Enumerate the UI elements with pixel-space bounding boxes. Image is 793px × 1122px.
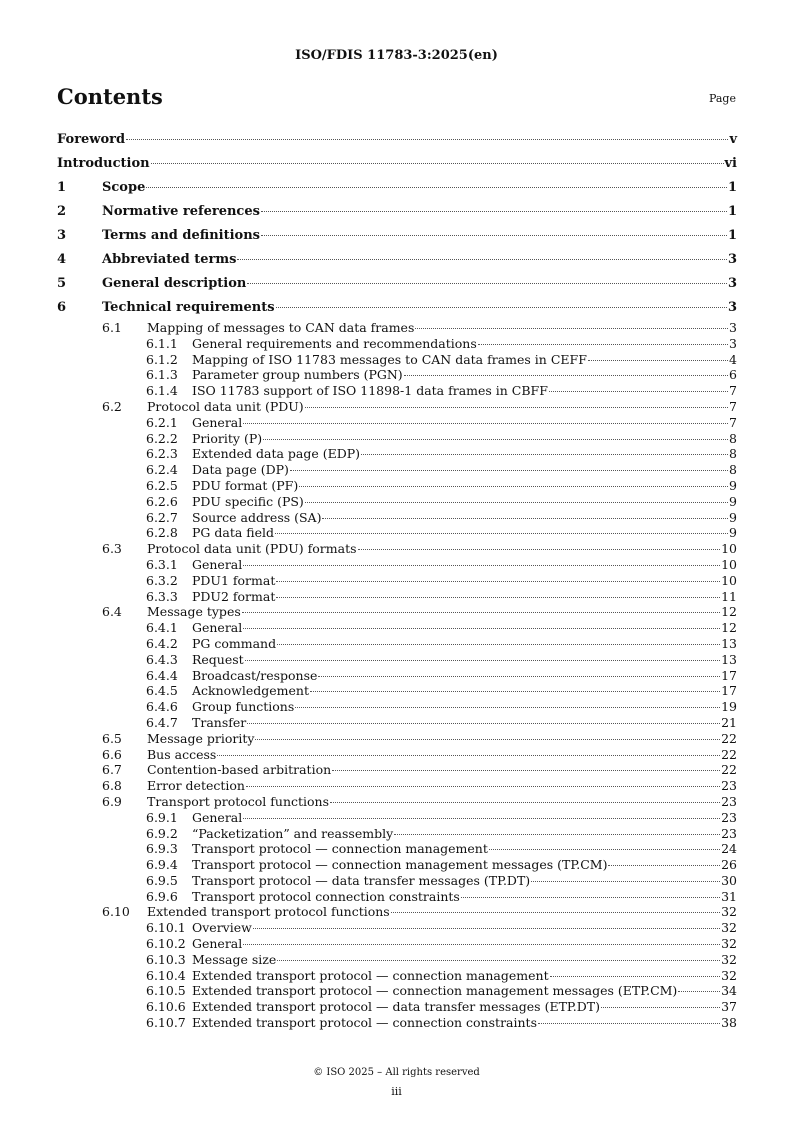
toc-entry-title: Request	[192, 651, 244, 667]
dot-leader	[332, 770, 720, 771]
toc-entry-page: 32	[721, 936, 737, 952]
toc-entry-number: 6.4.5	[146, 683, 178, 699]
toc-entry[interactable]	[57, 589, 737, 605]
toc-entry-page: 10	[721, 572, 737, 588]
toc-entry-title: Message priority	[147, 730, 255, 746]
dot-leader	[394, 834, 720, 835]
toc-entry-title: Extended transport protocol — connection constraints	[192, 1015, 537, 1031]
toc-entry[interactable]	[57, 272, 737, 296]
dot-leader	[237, 259, 727, 260]
toc-entry[interactable]	[57, 699, 737, 715]
toc-entry-page: 32	[721, 920, 737, 936]
toc-entry[interactable]	[57, 152, 737, 176]
dot-leader	[358, 549, 721, 550]
toc-entry-page: 12	[721, 620, 737, 636]
toc-entry-number: 6	[57, 300, 67, 315]
dot-leader	[242, 612, 720, 613]
toc-entry-title: Protocol data unit (PDU) formats	[147, 541, 357, 557]
toc-entry[interactable]	[57, 128, 737, 152]
toc-entry-page: 34	[721, 983, 737, 999]
toc-entry-title: General	[192, 414, 243, 430]
toc-entry-page: 23	[721, 809, 737, 825]
toc-entry-number: 4	[57, 252, 67, 267]
toc-entry-title: Transport protocol — connection management	[192, 841, 488, 857]
toc-entry[interactable]	[57, 841, 737, 857]
dot-leader	[295, 707, 720, 708]
toc-entry-number: 6.2.3	[146, 446, 178, 462]
toc-entry-title: Message size	[192, 951, 277, 967]
toc-entry[interactable]	[57, 604, 737, 620]
toc-entry-number: 6.10.3	[146, 951, 186, 967]
toc-entry-title: Foreword	[57, 132, 126, 147]
toc-entry-title: Scope	[102, 180, 146, 195]
toc-entry-title: Parameter group numbers (PGN)	[192, 367, 403, 383]
toc-entry[interactable]	[57, 541, 737, 557]
toc-entry[interactable]	[57, 525, 737, 541]
toc-entry[interactable]	[57, 415, 737, 431]
toc-entry[interactable]	[57, 983, 737, 999]
dot-leader	[146, 187, 727, 188]
table-of-contents	[57, 128, 737, 1031]
toc-entry-title: General description	[102, 276, 247, 291]
toc-entry-number: 6.10	[102, 904, 130, 920]
dot-leader	[305, 407, 728, 408]
toc-entry[interactable]	[57, 904, 737, 920]
toc-entry-page: 4	[729, 351, 737, 367]
toc-entry-page: 6	[729, 367, 737, 383]
dot-leader	[550, 976, 721, 977]
toc-entry-page: v	[729, 132, 737, 147]
toc-entry-title: PDU specific (PS)	[192, 493, 304, 509]
toc-entry-title: Extended transport protocol — data transfer messages (ETP.DT)	[192, 999, 600, 1015]
toc-entry[interactable]	[57, 889, 737, 905]
dot-leader	[318, 676, 720, 677]
toc-entry-title: Message types	[147, 604, 241, 620]
toc-entry-title: Extended transport protocol — connection management messages (ETP.CM)	[192, 983, 678, 999]
document-header: ISO/FDIS 11783-3:2025(en)	[295, 48, 498, 63]
dot-leader	[217, 755, 720, 756]
toc-entry[interactable]	[57, 999, 737, 1015]
toc-entry-number: 6.2.1	[146, 414, 178, 430]
toc-entry-number: 6.9	[102, 793, 122, 809]
toc-entry-title: PDU1 format	[192, 572, 276, 588]
toc-entry-page: 24	[721, 841, 737, 857]
toc-entry-number: 6.10.7	[146, 1015, 186, 1031]
toc-entry-page: 9	[729, 509, 737, 525]
dot-leader	[601, 1007, 720, 1008]
toc-entry-page: 7	[729, 383, 737, 399]
toc-entry[interactable]	[57, 296, 737, 320]
toc-entry-title: Transport protocol — connection management messages (TP.CM)	[192, 857, 608, 873]
toc-entry-title: General	[192, 809, 243, 825]
toc-entry-page: 32	[721, 967, 737, 983]
toc-entry-page: 3	[729, 320, 737, 335]
toc-entry-title: Broadcast/response	[192, 667, 318, 683]
toc-entry[interactable]	[57, 731, 737, 747]
dot-leader	[247, 283, 727, 284]
toc-entry-number: 6.1.1	[146, 335, 178, 351]
dot-leader	[247, 723, 720, 724]
toc-entry-page: 38	[721, 1015, 737, 1031]
dot-leader	[549, 391, 728, 392]
toc-entry-title: Error detection	[147, 778, 245, 794]
toc-entry-page: 23	[721, 778, 737, 794]
toc-entry[interactable]	[57, 952, 737, 968]
toc-entry-title: PDU2 format	[192, 588, 276, 604]
toc-entry-number: 3	[57, 228, 67, 243]
dot-leader	[478, 344, 728, 345]
toc-entry-page: 22	[721, 746, 737, 762]
toc-entry-number: 6.10.1	[146, 920, 186, 936]
toc-entry-page: 3	[727, 252, 737, 267]
dot-leader	[246, 786, 720, 787]
toc-entry-page: 21	[721, 714, 737, 730]
toc-entry-number: 5	[57, 276, 67, 291]
dot-leader	[126, 139, 728, 140]
toc-entry[interactable]	[57, 747, 737, 763]
dot-leader	[290, 470, 728, 471]
toc-entry-number: 6.3	[102, 541, 122, 557]
toc-entry-number: 6.1	[102, 320, 122, 335]
toc-entry-number: 6.3.2	[146, 572, 178, 588]
toc-entry[interactable]	[57, 446, 737, 462]
dot-leader	[277, 960, 720, 961]
toc-entry[interactable]	[57, 857, 737, 873]
toc-entry-number: 2	[57, 204, 67, 219]
toc-entry-page: 31	[721, 888, 737, 904]
dot-leader	[243, 818, 720, 819]
toc-entry-page: 23	[721, 793, 737, 809]
dot-leader	[678, 991, 720, 992]
dot-leader	[253, 928, 720, 929]
toc-entry-number: 6.9.6	[146, 888, 178, 904]
toc-entry-number: 6.3.3	[146, 588, 178, 604]
toc-entry-page: 7	[729, 398, 737, 414]
dot-leader	[538, 1023, 720, 1024]
toc-entry[interactable]	[57, 352, 737, 368]
dot-leader	[391, 912, 720, 913]
toc-entry-page: 8	[729, 430, 737, 446]
toc-entry-title: Extended transport protocol — connection management	[192, 967, 549, 983]
dot-leader	[608, 865, 720, 866]
toc-entry-page: 30	[721, 872, 737, 888]
dot-leader	[243, 944, 720, 945]
toc-entry-number: 6.6	[102, 746, 122, 762]
toc-entry[interactable]	[57, 320, 737, 336]
toc-entry-page: 8	[729, 446, 737, 462]
toc-entry-number: 6.1.3	[146, 367, 178, 383]
toc-entry-page: 32	[721, 904, 737, 920]
toc-entry-title: Technical requirements	[102, 300, 275, 315]
dot-leader	[243, 628, 720, 629]
toc-entry[interactable]	[57, 936, 737, 952]
dot-leader	[245, 660, 720, 661]
toc-entry[interactable]	[57, 510, 737, 526]
copyright-footer: © ISO 2025 – All rights reserved	[313, 1067, 480, 1078]
toc-entry[interactable]	[57, 715, 737, 731]
toc-entry-number: 6.7	[102, 762, 122, 778]
toc-entry-number: 6.2.4	[146, 462, 178, 478]
toc-entry-page: 37	[721, 999, 737, 1015]
toc-entry-number: 6.4	[102, 604, 122, 620]
toc-entry-page: 17	[721, 683, 737, 699]
toc-entry[interactable]	[57, 668, 737, 684]
toc-entry-page: 1	[727, 228, 737, 243]
toc-entry-title: Priority (P)	[192, 430, 263, 446]
toc-entry[interactable]	[57, 248, 737, 272]
dot-leader	[305, 502, 728, 503]
dot-leader	[243, 423, 728, 424]
dot-leader	[322, 518, 728, 519]
toc-entry-number: 6.10.2	[146, 936, 186, 952]
toc-entry[interactable]	[57, 873, 737, 889]
toc-entry[interactable]	[57, 1015, 737, 1031]
toc-entry-number: 1	[57, 180, 67, 195]
toc-entry-number: 6.9.4	[146, 857, 178, 873]
toc-entry-page: 23	[721, 825, 737, 841]
toc-entry-number: 6.2.5	[146, 477, 178, 493]
toc-entry-title: Transfer	[192, 714, 247, 730]
toc-entry-number: 6.3.1	[146, 556, 178, 572]
dot-leader	[275, 533, 728, 534]
dot-leader	[261, 211, 727, 212]
toc-entry-number: 6.2.7	[146, 509, 178, 525]
toc-entry[interactable]	[57, 383, 737, 399]
toc-entry-title: Normative references	[102, 204, 260, 219]
toc-entry-page: 1	[727, 204, 737, 219]
toc-entry-page: 32	[721, 951, 737, 967]
toc-entry[interactable]	[57, 336, 737, 352]
toc-entry-title: General requirements and recommendations	[192, 335, 477, 351]
toc-entry[interactable]	[57, 200, 737, 224]
toc-entry-page: 8	[729, 462, 737, 478]
toc-entry-page: vi	[724, 156, 737, 171]
dot-leader	[261, 235, 727, 236]
toc-entry-number: 6.9.2	[146, 825, 178, 841]
toc-entry-title: Mapping of ISO 11783 messages to CAN data frames in CEFF	[192, 351, 587, 367]
dot-leader	[263, 439, 728, 440]
dot-leader	[276, 581, 720, 582]
toc-entry-title: Extended data page (EDP)	[192, 446, 361, 462]
toc-entry-number: 6.4.1	[146, 620, 178, 636]
toc-entry-page: 1	[727, 180, 737, 195]
toc-entry-title: Transport protocol — data transfer messages (TP.DT)	[192, 872, 531, 888]
toc-entry[interactable]	[57, 968, 737, 984]
toc-entry-number: 6.8	[102, 778, 122, 794]
toc-entry-title: Group functions	[192, 699, 295, 715]
toc-entry-number: 6.2.6	[146, 493, 178, 509]
toc-entry-number: 6.4.3	[146, 651, 178, 667]
toc-entry-page: 13	[721, 651, 737, 667]
toc-entry-page: 11	[721, 588, 737, 604]
toc-entry[interactable]	[57, 810, 737, 826]
page-number: iii	[391, 1085, 402, 1098]
toc-entry[interactable]	[57, 794, 737, 810]
toc-entry-page: 22	[721, 730, 737, 746]
toc-entry-page: 13	[721, 635, 737, 651]
dot-leader	[361, 454, 728, 455]
toc-entry-number: 6.1.2	[146, 351, 178, 367]
dot-leader	[151, 163, 724, 164]
toc-entry-title: Terms and definitions	[102, 228, 260, 243]
toc-entry-page: 10	[721, 541, 737, 557]
toc-entry-number: 6.9.5	[146, 872, 178, 888]
toc-entry[interactable]	[57, 462, 737, 478]
toc-entry-page: 10	[721, 556, 737, 572]
toc-entry-title: General	[192, 556, 243, 572]
toc-entry[interactable]	[57, 762, 737, 778]
dot-leader	[255, 739, 720, 740]
toc-entry-title: Mapping of messages to CAN data frames	[147, 320, 415, 335]
dot-leader	[588, 360, 728, 361]
toc-entry[interactable]	[57, 176, 737, 200]
toc-entry-page: 9	[729, 493, 737, 509]
toc-entry-number: 6.4.7	[146, 714, 178, 730]
toc-entry-title: General	[192, 620, 243, 636]
toc-entry-title: Abbreviated terms	[102, 252, 237, 267]
dot-leader	[531, 881, 720, 882]
toc-entry-page: 3	[727, 300, 737, 315]
toc-entry-page: 22	[721, 762, 737, 778]
toc-entry-title: Transport protocol connection constraints	[192, 888, 460, 904]
dot-leader	[276, 597, 720, 598]
toc-entry[interactable]	[57, 557, 737, 573]
toc-entry[interactable]	[57, 620, 737, 636]
dot-leader	[277, 644, 720, 645]
toc-entry-title: Extended transport protocol functions	[147, 904, 390, 920]
toc-entry-number: 6.4.6	[146, 699, 178, 715]
toc-entry-title: PG command	[192, 635, 277, 651]
toc-entry[interactable]	[57, 399, 737, 415]
toc-entry-title: Data page (DP)	[192, 462, 289, 478]
toc-entry-page: 26	[721, 857, 737, 873]
toc-entry-page: 9	[729, 477, 737, 493]
toc-entry-title: Protocol data unit (PDU)	[147, 398, 304, 414]
toc-entry-page: 3	[729, 335, 737, 351]
dot-leader	[243, 565, 720, 566]
toc-entry-number: 6.2.2	[146, 430, 178, 446]
dot-leader	[330, 802, 720, 803]
toc-entry[interactable]	[57, 636, 737, 652]
toc-entry-number: 6.2.8	[146, 525, 178, 541]
toc-entry-title: Introduction	[57, 156, 150, 171]
page-column-label: Page	[708, 92, 736, 105]
toc-entry[interactable]	[57, 431, 737, 447]
toc-entry-title: PDU format (PF)	[192, 477, 299, 493]
toc-entry-page: 19	[721, 699, 737, 715]
toc-entry-title: Contention-based arbitration	[147, 762, 332, 778]
toc-entry[interactable]	[57, 367, 737, 383]
toc-entry-title: Bus access	[147, 746, 217, 762]
toc-entry[interactable]	[57, 652, 737, 668]
dot-leader	[299, 486, 728, 487]
toc-entry-number: 6.10.5	[146, 983, 186, 999]
toc-entry-title: Overview	[192, 920, 252, 936]
toc-entry-page: 3	[727, 276, 737, 291]
toc-entry-title: ISO 11783 support of ISO 11898-1 data frames in CBFF	[192, 383, 548, 399]
toc-entry-number: 6.2	[102, 398, 122, 414]
toc-entry-page: 7	[729, 414, 737, 430]
toc-entry-number: 6.9.3	[146, 841, 178, 857]
toc-entry-number: 6.4.2	[146, 635, 178, 651]
dot-leader	[404, 375, 728, 376]
page-title: Contents	[57, 84, 163, 109]
toc-entry[interactable]	[57, 573, 737, 589]
dot-leader	[276, 307, 727, 308]
toc-entry-number: 6.9.1	[146, 809, 178, 825]
toc-entry-title: Transport protocol functions	[147, 793, 330, 809]
dot-leader	[489, 849, 720, 850]
toc-entry-number: 6.10.4	[146, 967, 186, 983]
toc-entry-title: General	[192, 936, 243, 952]
toc-entry-number: 6.1.4	[146, 383, 178, 399]
toc-entry[interactable]	[57, 494, 737, 510]
toc-entry[interactable]	[57, 224, 737, 248]
dot-leader	[310, 691, 720, 692]
toc-entry-number: 6.4.4	[146, 667, 178, 683]
toc-entry-page: 17	[721, 667, 737, 683]
toc-entry-page: 9	[729, 525, 737, 541]
toc-entry-title: Source address (SA)	[192, 509, 322, 525]
toc-entry-page: 12	[721, 604, 737, 620]
toc-entry-number: 6.10.6	[146, 999, 186, 1015]
toc-entry-title: Acknowledgement	[192, 683, 309, 699]
dot-leader	[415, 328, 728, 329]
toc-entry-title: PG data field	[192, 525, 275, 541]
toc-entry[interactable]	[57, 478, 737, 494]
dot-leader	[461, 897, 720, 898]
toc-entry[interactable]	[57, 683, 737, 699]
toc-entry[interactable]	[57, 920, 737, 936]
toc-entry-title: “Packetization” and reassembly	[192, 825, 394, 841]
toc-entry-number: 6.5	[102, 730, 122, 746]
toc-entry[interactable]	[57, 826, 737, 842]
toc-entry[interactable]	[57, 778, 737, 794]
